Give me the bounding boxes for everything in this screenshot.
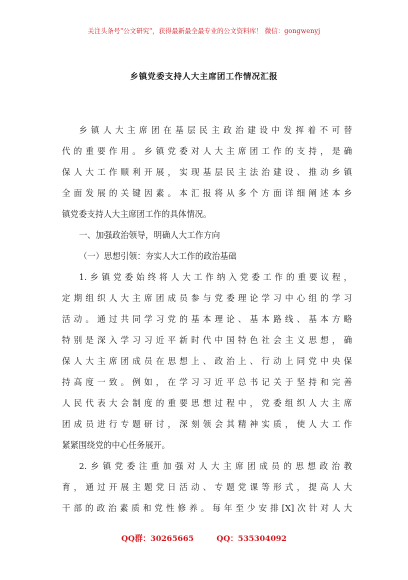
body-line: 活动。通过共同学习党的基本理论、基本路线、基本方略	[62, 314, 352, 324]
body-line: 保人大主席团成员在思想上、政治上、行动上同党中央保	[62, 356, 352, 366]
document-body	[62, 120, 352, 519]
body-line: 代的重要作用。乡镇党委对人大主席团工作的支持，是确	[62, 146, 352, 156]
body-line: 育，通过开展主题党日活动、专题党课等形式，提高人大	[62, 482, 352, 492]
section-heading: 一、加强政治领导，明确人大工作方向	[79, 230, 221, 240]
body-line: 镇党委支持人大主席团工作的具体情况。	[62, 209, 212, 219]
footer-qq: QQ：535304092	[216, 534, 287, 543]
body-line: 人民代表大会制度的重要思想过程中，党委组织人大主席	[62, 398, 352, 408]
body-line: 紧紧围绕党的中心任务展开。	[62, 440, 170, 450]
body-line: 特别是深入学习习近平新时代中国特色社会主义思想，确	[62, 335, 352, 345]
footer-qq-group: QQ群：30265665	[121, 534, 194, 543]
document-title: 乡镇党委支持人大主席团工作情况汇报	[130, 71, 278, 81]
body-line: 团成员进行专题研讨，深刻领会其精神实质，使人大工作	[62, 419, 352, 429]
body-line: 2.乡镇党委注重加强对人大主席团成员的思想政治教	[79, 461, 352, 471]
body-line: 1.乡镇党委始终将人大工作纳入党委工作的重要议程，	[79, 272, 352, 282]
body-line: 保人大工作顺利开展，实现基层民主法治建设、推动乡镇	[62, 167, 352, 177]
body-line: 全面发展的关键因素。本汇报将从多个方面详细阐述本乡	[62, 188, 352, 198]
header-promo-note: 关注头条号"公文研究"，获得最新最全最专业的公文资料库！ 微信：gongwenyj	[87, 27, 321, 35]
body-line: 乡镇人大主席团在基层民主政治建设中发挥着不可替	[79, 125, 352, 135]
subsection-heading: （一）思想引领：夯实人大工作的政治基础	[79, 251, 237, 261]
footer-contact	[0, 533, 408, 544]
body-line: 定期组织人大主席团成员参与党委理论学习中心组的学习	[62, 293, 352, 303]
body-line: 持高度一致。例如，在学习习近平总书记关于坚持和完善	[62, 377, 352, 387]
body-line: 干部的政治素质和党性修养。每年至少安排[X]次针对人大	[62, 503, 352, 513]
